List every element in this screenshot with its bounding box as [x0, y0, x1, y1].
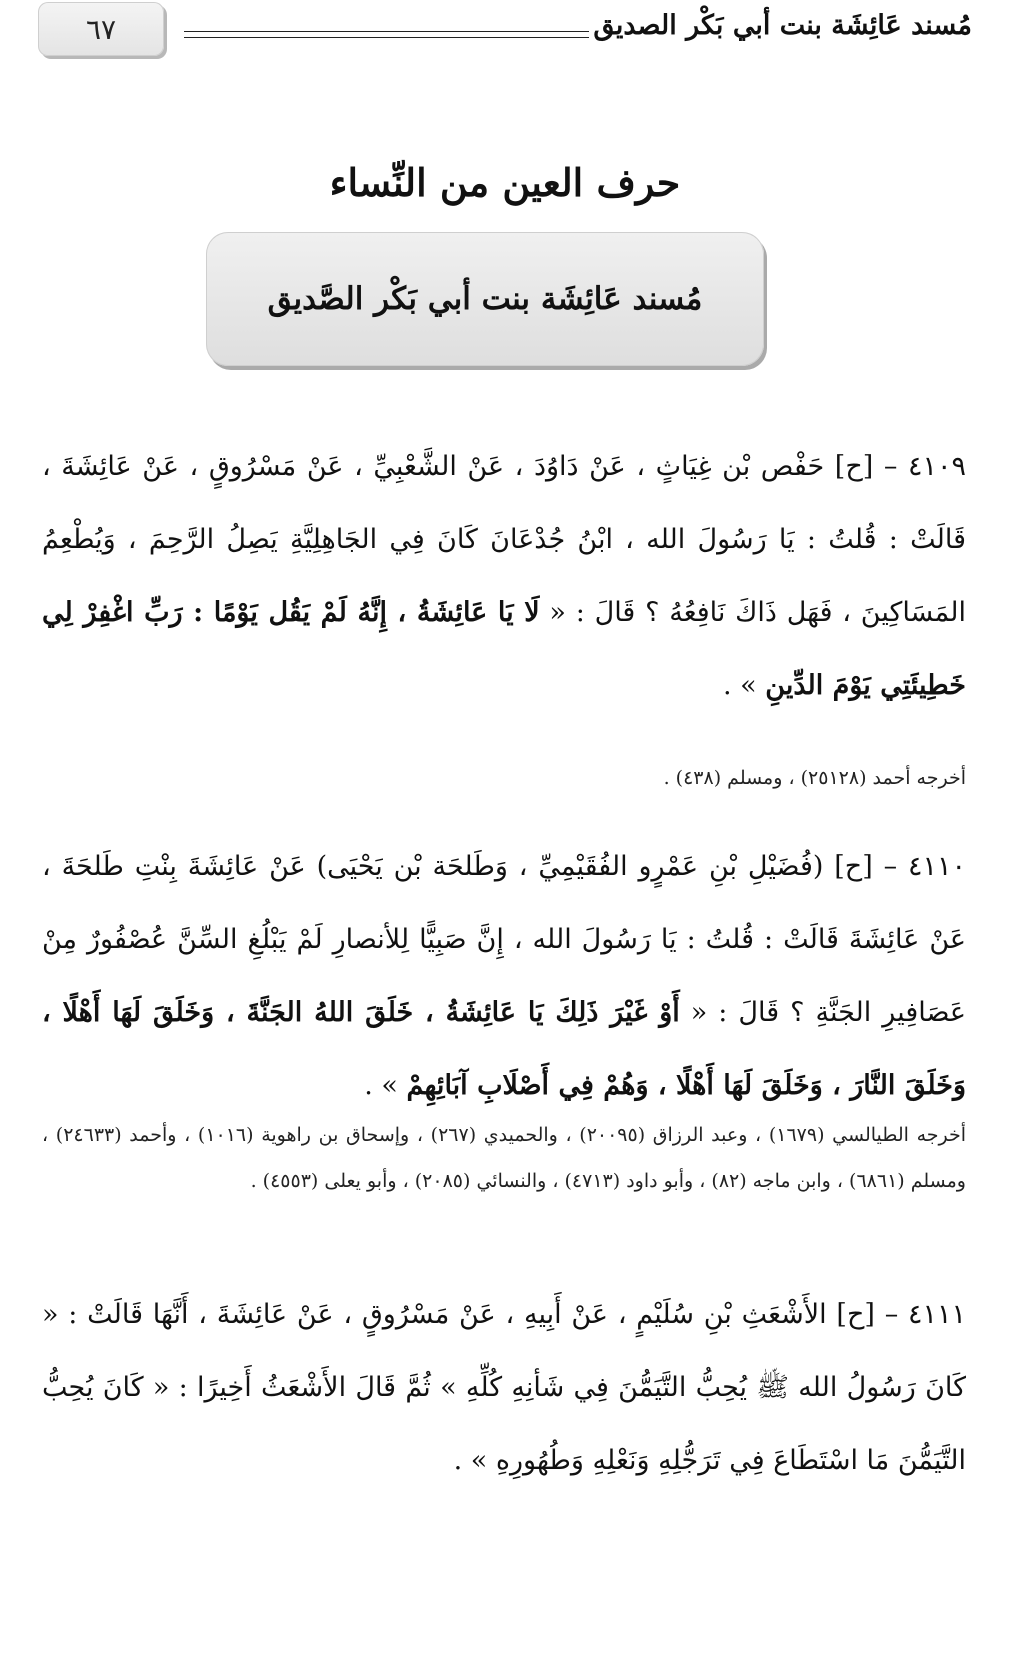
hadith-chain: – [ح] حَفْص بْن غِيَاثٍ ، عَنْ دَاوُدَ ، عَنْ الشَّعْبِيِّ ، عَنْ مَسْرُوقٍ ، عَنْ عَائِشَةَ ، قَالَتْ : قُلتُ : يَا رَسُولَ الله ، ابْنُ جُدْعَانَ كَانَ فِي الجَاهِلِيَّةِ يَصِلُ الرَّحِمَ ، وَيُطْعِمُ المَسَاكِينَ ، فَهَل ذَاكَ نَافِعُهُ ؟ قَالَ : «: [42, 451, 966, 628]
hadith-chain: – [ح] الأَشْعَثِ بْنِ سُلَيْمٍ ، عَنْ أَبِيهِ ، عَنْ مَسْرُوقٍ ، عَنْ عَائِشَةَ ، أَنَّهَا قَالَتْ : « كَانَ رَسُولُ الله ﷺ يُحِبُّ التَّيَمُّنَ فِي شَأنِهِ كُلِّهِ » ثُمَّ قَالَ الأَشْعَثُ أَخِيرًا : « كَانَ يُحِبُّ التَّيَمُّنَ مَا اسْتَطَاعَ فِي تَرَجُّلِهِ وَنَعْلِهِ وَطُهُورِهِ » .: [42, 1299, 966, 1476]
hadith-4109: [42, 430, 966, 722]
chapter-title: حرف العين من النِّساء: [329, 160, 681, 205]
hadith-prophetic-text: لَا يَا عَائِشَةُ ، إِنَّهُ لَمْ يَقُل يَوْمًا : رَبِّ اغْفِرْ لِي خَطِيئَتِي يَوْمَ الدِّينِ: [42, 597, 966, 701]
header-rule-bottom: [184, 37, 589, 38]
hadith-4111: [42, 1278, 966, 1497]
hadith-number: ٤١٠٩: [907, 451, 966, 482]
hadith-4110: [42, 830, 966, 1122]
takhrij-4110: أخرجه الطيالسي (١٦٧٩) ، وعبد الرزاق (٢٠٠٩٥) ، والحميدي (٢٦٧) ، وإسحاق بن راهوية (١٠١٦) ، وأحمد (٢٤٦٣٣) ، ومسلم (٦٨٦١) ، وابن ماجه (٨٢) ، وأبو داود (٤٧١٣) ، والنسائي (٢٠٨٥) ، وأبو يعلى (٤٥٥٣) .: [42, 1124, 967, 1192]
header-rule-top: [184, 31, 589, 32]
section-title-box: [206, 232, 764, 366]
takhrij-4109: أخرجه أحمد (٢٥١٢٨) ، ومسلم (٤٣٨) .: [663, 767, 966, 789]
hadith-chain: – [ح] (فُضَيْلِ بْنِ عَمْرٍو الفُقَيْمِيِّ ، وَطَلحَة بْن يَحْيَى) عَنْ عَائِشَةَ بِنْتِ طَلحَةَ ، عَنْ عَائِشَةَ قَالَتْ : قُلتُ : يَا رَسُولَ الله ، إِنَّ صَبِيًّا لِلأنصارِ لَمْ يَبْلُغِ السِّنَّ عُصْفُورٌ مِنْ عَصَافِيرِ الجَنَّةِ ؟ قَالَ : «: [42, 851, 966, 1028]
page-number-badge: [38, 2, 164, 56]
hadith-prophetic-text: أَوْ غَيْرَ ذَلِكَ يَا عَائِشَةُ ، خَلَقَ اللهُ الجَنَّةَ ، وَخَلَقَ لَهَا أَهْلًا ، وَخَلَقَ النَّارَ ، وَخَلَقَ لَهَا أَهْلًا ، وَهُمْ فِي أَصْلَابِ آبَائِهِمْ: [42, 997, 966, 1101]
hadith-number: ٤١١٠: [907, 851, 966, 882]
hadith-ending: » .: [722, 670, 757, 701]
hadith-number: ٤١١١: [907, 1299, 966, 1330]
page-number: ٦٧: [85, 12, 117, 46]
running-title: مُسند عَائِشَة بنت أبي بَكْر الصديق: [593, 10, 972, 41]
section-title: مُسند عَائِشَة بنت أبي بَكْر الصَّديق: [267, 281, 703, 317]
hadith-ending: » .: [364, 1070, 398, 1101]
